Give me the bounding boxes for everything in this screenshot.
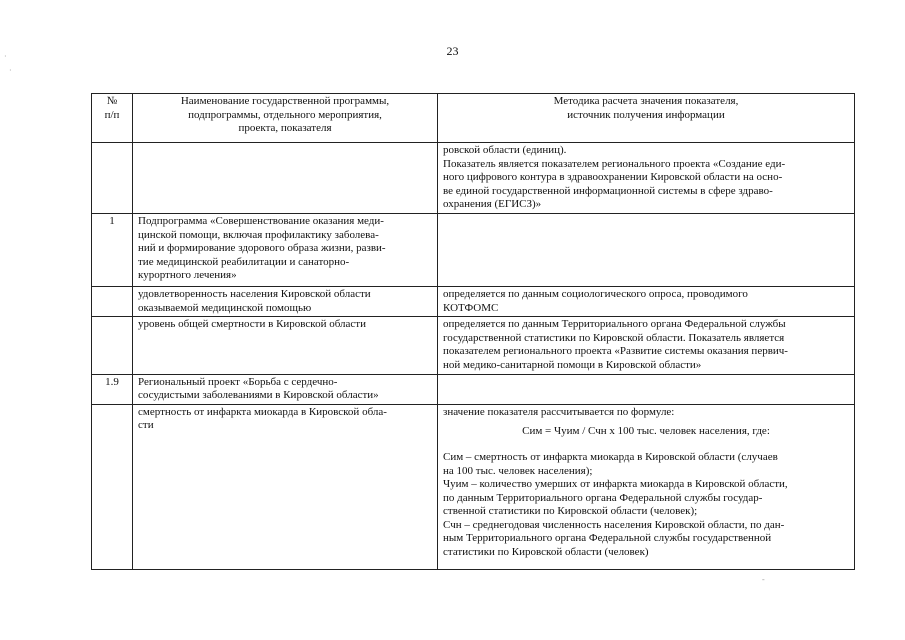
- row-name-cell: смертность от инфаркта миокарда в Кировской обла- сти: [133, 404, 438, 569]
- row-name-cell: [133, 143, 438, 214]
- header-name: Наименование государственной программы, подпрограммы, отдельного мероприятия, проекта, показателя: [133, 94, 438, 143]
- scan-speck: ·: [4, 52, 7, 61]
- table-row: [92, 143, 855, 214]
- row-method-cell: [438, 374, 855, 404]
- row-method-cell: определяется по данным социологического опроса, проводимого КОТФОМС: [438, 286, 855, 316]
- row-method-cell: определяется по данным Территориального органа Федеральной службы государственной статистики по Кировской области. Показатель является показателем регионального проекта «Развитие системы оказания первич- ной медико-санитарной помощи в Кировской области»: [438, 317, 855, 374]
- table-row: [92, 317, 855, 374]
- row-num-cell: [92, 286, 133, 316]
- table-row: [92, 404, 855, 569]
- table-row: [92, 374, 855, 404]
- row-method-cell: ровской области (единиц). Показатель является показателем регионального проекта «Создание еди- ного цифрового контура в здравоохранении Кировской области на осно- ве единой государственной информационной системы в сфере здраво- охранения (ЕГИСЗ)»: [438, 143, 855, 214]
- row-num-cell: [92, 404, 133, 569]
- page-number: 23: [446, 44, 459, 58]
- row-num-cell: [92, 317, 133, 374]
- indicator-table: [91, 93, 855, 570]
- row-num-cell: [92, 143, 133, 214]
- table-header-row: [92, 94, 855, 143]
- row-num-cell: 1.9: [92, 374, 133, 404]
- header-method: Методика расчета значения показателя, источник получения информации: [438, 94, 855, 143]
- formula-intro: значение показателя рассчитывается по формуле:: [443, 405, 675, 418]
- row-name-cell: Региональный проект «Борьба с сердечно- сосудистыми заболеваниями в Кировской области»: [133, 374, 438, 404]
- row-num-cell: 1: [92, 213, 133, 286]
- header-num: № п/п: [92, 94, 133, 143]
- table-row: [92, 286, 855, 316]
- formula: Сим = Чуим / Счн x 100 тыс. человек населения, где:: [522, 425, 770, 438]
- row-name-cell: удовлетворенность населения Кировской области оказываемой медицинской помощью: [133, 286, 438, 316]
- row-name-cell: Подпрограмма «Совершенствование оказания меди- цинской помощи, включая профилактику заболева- ний и формирование здорового образа жизни, разви- тие медицинской реабилитации и санаторно- курортного лечения»: [133, 213, 438, 286]
- row-method-cell: [438, 213, 855, 286]
- row-method-cell: значение показателя рассчитывается по формуле: Сим = Чуим / Счн x 100 тыс. человек населения, где: Сим – смертность от инфаркта миокарда в Кировской области (случаев на 100 тыс. человек населения); Чуим – количество умерших от инфаркта миокарда в Кировской области, по данным Территориального органа Федеральной службы государ- ственной статистики по Кировской области (человек); Счн – среднегодовая численность населения Кировской области, по дан- ным Территориального органа Федеральной службы государственной статистики по Кировской области (человек): [438, 404, 855, 569]
- row-name-cell: уровень общей смертности в Кировской области: [133, 317, 438, 374]
- scan-speck: ·: [9, 66, 12, 75]
- scan-speck: -: [762, 575, 765, 584]
- table-row: [92, 213, 855, 286]
